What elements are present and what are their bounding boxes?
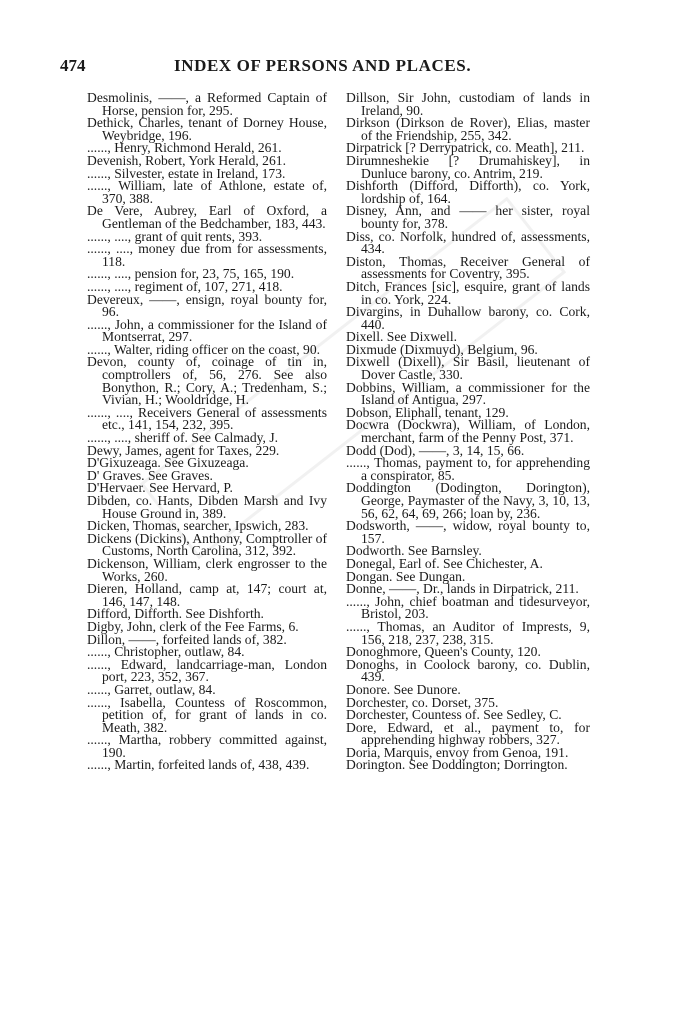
- index-entry: ......, Thomas, payment to, for apprehending a conspirator, 85.: [346, 455, 590, 483]
- index-entry: ......, ...., Receivers General of assessments etc., 141, 154, 232, 395.: [87, 404, 327, 433]
- index-entry: Dickens (Dickins), Anthony, Comptroller of Customs, North Carolina, 312, 392.: [87, 530, 327, 559]
- index-entry: ......, Henry, Richmond Herald, 261.: [87, 140, 282, 156]
- index-entry: Diss, co. Norfolk, hundred of, assessments, 434.: [346, 228, 590, 257]
- index-entry: De Vere, Aubrey, Earl of Oxford, a Gentleman of the Bedchamber, 183, 443.: [87, 203, 327, 231]
- index-entry: Dickenson, William, clerk engrosser to the Works, 260.: [87, 555, 327, 584]
- index-entry: ......, ...., pension for, 23, 75, 165, 190.: [87, 266, 295, 282]
- index-entry: ......, John, chief boatman and tidesurveyor, Bristol, 203.: [346, 593, 590, 622]
- index-entry: Donoghmore, Queen's County, 120.: [346, 644, 541, 660]
- index-entry: Devenish, Robert, York Herald, 261.: [87, 152, 286, 168]
- index-entry: Dicken, Thomas, searcher, Ipswich, 283.: [87, 518, 309, 534]
- index-entry: Dobson, Eliphall, tenant, 129.: [346, 404, 509, 420]
- index-entry: Dewy, James, agent for Taxes, 229.: [87, 442, 280, 458]
- index-entry: ......, ...., regiment of, 107, 271, 418.: [87, 278, 283, 294]
- index-entry: Dixwell (Dixell), Sir Basil, lieutenant of Dover Castle, 330.: [346, 354, 590, 383]
- running-title: INDEX OF PERSONS AND PLACES.: [174, 56, 472, 75]
- index-entry: Difford, Difforth. See Dishforth.: [87, 606, 264, 622]
- index-entry: Dishforth (Difford, Difforth), co. York, lordship of, 164.: [346, 178, 590, 206]
- index-entry: Dethick, Charles, tenant of Dorney House, Weybridge, 196.: [87, 115, 327, 143]
- index-entry: Digby, John, clerk of the Fee Farms, 6.: [87, 618, 299, 634]
- index-entry: Dieren, Holland, camp at, 147; court at, 146, 147, 148.: [87, 581, 327, 609]
- index-entry: Donoghs, in Coolock barony, co. Dublin, 439.: [346, 656, 590, 685]
- index-entry: Ditch, Frances [sic], esquire, grant of lands in co. York, 224.: [346, 278, 590, 307]
- index-entry: Dobbins, William, a commissioner for the Island of Antigua, 297.: [346, 379, 590, 408]
- page-number: 474: [60, 56, 86, 75]
- index-entry: Devereux, ——, ensign, royal bounty for, 96.: [87, 291, 327, 320]
- index-entry: Dirpatrick [? Derrypatrick, co. Meath], 211.: [346, 140, 585, 156]
- index-entry: Dore, Edward, et al., payment to, for apprehending highway robbers, 327.: [346, 719, 590, 748]
- index-entry: ......, ...., money due from for assessments, 118.: [87, 241, 327, 269]
- index-entry: Devon, county of, coinage of tin in, comptrollers of, 56, 276. See also Bonython, R.; Cory, A.; Tredenham, S.; Vivian, H.; Wooldridge, H.: [87, 354, 327, 408]
- index-entry: Desmolinis, ——, a Reformed Captain of Horse, pension for, 295.: [87, 90, 327, 118]
- index-column-right: [346, 92, 590, 772]
- index-entry: Docwra (Dockwra), William, of London, merchant, farm of the Penny Post, 371.: [346, 417, 590, 446]
- index-entry: ......, Thomas, an Auditor of Imprests, 9, 156, 218, 237, 238, 315.: [346, 618, 590, 647]
- index-entry: Disney, Ann, and —— her sister, royal bounty for, 378.: [346, 203, 590, 231]
- index-entry: ......, Martin, forfeited lands of, 438, 439.: [87, 757, 310, 773]
- index-entry: D'Gixuzeaga. See Gixuzeaga.: [87, 455, 249, 471]
- page-header: [60, 56, 620, 82]
- index-entry: Donegal, Earl of. See Chichester, A.: [346, 555, 543, 571]
- index-entry: D' Graves. See Graves.: [87, 467, 213, 483]
- index-column-left: [87, 92, 327, 772]
- index-entry: Diston, Thomas, Receiver General of assessments for Coventry, 395.: [346, 253, 590, 282]
- index-entry: Dorchester, Countess of. See Sedley, C.: [346, 707, 562, 723]
- index-entry: ......, Edward, landcarriage-man, London port, 223, 352, 367.: [87, 656, 327, 685]
- index-entry: Dirkson (Dirkson de Rover), Elias, master of the Friendship, 255, 342.: [346, 115, 590, 143]
- index-entry: ......, Silvester, estate in Ireland, 173.: [87, 165, 286, 181]
- index-entry: ......, Walter, riding officer on the coast, 90.: [87, 341, 321, 357]
- index-entry: Donne, ——, Dr., lands in Dirpatrick, 211.: [346, 581, 579, 597]
- index-entry: Dorchester, co. Dorset, 375.: [346, 694, 499, 710]
- index-entry: Doddington (Dodington, Dorington), George, Paymaster of the Navy, 3, 10, 13, 56, 62, 64, 69, 266; loan by, 236.: [346, 480, 590, 521]
- index-entry: Divargins, in Duhallow barony, co. Cork, 440.: [346, 304, 590, 332]
- index-entry: Dixell. See Dixwell.: [346, 329, 457, 345]
- index-entry: Donore. See Dunore.: [346, 681, 461, 697]
- index-entry: Dillson, Sir John, custodiam of lands in Ireland, 90.: [346, 90, 590, 118]
- index-entry: ......, John, a commissioner for the Island of Montserrat, 297.: [87, 316, 327, 345]
- index-entry: ......, Garret, outlaw, 84.: [87, 681, 216, 697]
- index-entry: ......, Isabella, Countess of Roscommon, petition of, for grant of lands in co. Meath, 382.: [87, 694, 327, 735]
- index-entry: ......, ...., grant of quit rents, 393.: [87, 228, 263, 244]
- index-entry: Dodd (Dod), ——, 3, 14, 15, 66.: [346, 442, 525, 458]
- index-entry: Dirumneshekie [? Drumahiskey], in Dunluce barony, co. Antrim, 219.: [346, 152, 590, 181]
- index-entry: Dongan. See Dungan.: [346, 568, 466, 584]
- index-entry: ......, Christopher, outlaw, 84.: [87, 644, 245, 660]
- index-entry: Dibden, co. Hants, Dibden Marsh and Ivy House Ground in, 389.: [87, 493, 327, 521]
- index-entry: Dorington. See Doddington; Dorrington.: [346, 757, 568, 773]
- index-entry: Dodworth. See Barnsley.: [346, 543, 482, 559]
- index-entry: ......, ...., sheriff of. See Calmady, J.: [87, 430, 279, 446]
- index-entry: Doria, Marquis, envoy from Genoa, 191.: [346, 744, 569, 760]
- index-entry: Dodsworth, ——, widow, royal bounty to, 157.: [346, 518, 590, 546]
- index-entry: ......, Martha, robbery committed against, 190.: [87, 732, 327, 760]
- index-entry: D'Hervaer. See Hervard, P.: [87, 480, 233, 496]
- index-entry: ......, William, late of Athlone, estate of, 370, 388.: [87, 178, 327, 206]
- index-entry: Dixmude (Dixmuyd), Belgium, 96.: [346, 341, 538, 357]
- index-entry: Dillon, ——, forfeited lands of, 382.: [87, 631, 287, 647]
